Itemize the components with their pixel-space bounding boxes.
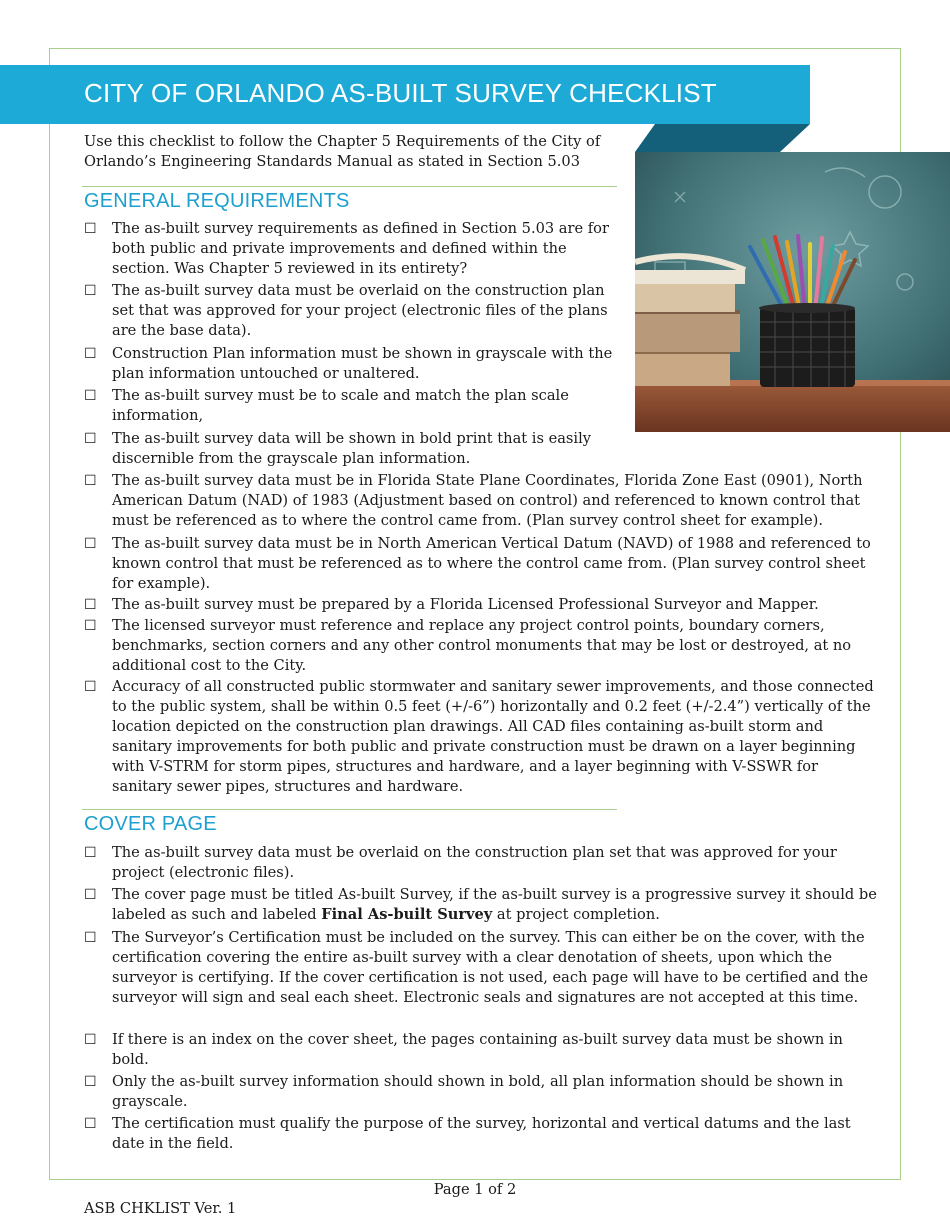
school-supplies-photo <box>635 152 950 432</box>
divider <box>82 809 617 810</box>
checklist-item: ☐ The licensed surveyor must reference and replace any project control points, boundary corners, benchmarks, section corners and any other control monuments that may be lost or destroyed, at no additional cost to the City. <box>84 617 852 674</box>
divider <box>82 186 617 187</box>
checklist-item: ☐ The as-built survey data must be overlaid on the construction plan set that was approved for your project (electronic files). <box>84 844 837 881</box>
checklist-item: ☐ The as-built survey must be to scale and match the plan scale information, <box>84 387 569 424</box>
checklist-item: ☐ The as-built survey data will be shown in bold print that is easily discernible from the grayscale plan information. <box>84 430 591 467</box>
checkbox[interactable]: ☐ <box>84 1032 97 1048</box>
checkbox[interactable]: ☐ <box>84 1074 97 1090</box>
checkbox[interactable]: ☐ <box>84 536 97 552</box>
checkbox[interactable]: ☐ <box>84 283 97 299</box>
checkbox[interactable]: ☐ <box>84 346 97 362</box>
checkbox[interactable]: ☐ <box>84 618 97 634</box>
page-title: CITY OF ORLANDO AS-BUILT SURVEY CHECKLIST <box>84 78 717 108</box>
checkbox[interactable]: ☐ <box>84 845 97 861</box>
checkbox[interactable]: ☐ <box>84 431 97 447</box>
checkbox[interactable]: ☐ <box>84 221 97 237</box>
version-label: ASB CHKLIST Ver. 1 <box>84 1200 237 1217</box>
checklist-item: ☐ Accuracy of all constructed public stormwater and sanitary sewer improvements, and those connected to the public system, shall be within 0.5 feet (+/-6”) horizontally and 0.2 feet (+/-2.4”) vertically of the location depicted on the construction plan drawings. All CAD files containing as-built storm and sanitary improvements for both public and private construction must be drawn on a layer beginning with V-STRM for storm pipes, structures and hardware, and a layer beginning with V-SSWR for sanitary sewer pipes, structures and hardware. <box>84 678 874 795</box>
checklist-item: ☐ Construction Plan information must be shown in grayscale with the plan information untouched or unaltered. <box>84 345 613 382</box>
general-requirements-heading: GENERAL REQUIREMENTS <box>84 190 350 212</box>
final-as-built-emphasis: Final As-built Survey <box>321 906 493 923</box>
checklist-item: ☐ The as-built survey data must be in Florida State Plane Coordinates, Florida Zone East (0901), North American Datum (NAD) of 1983 (Adjustment based on control) and referenced to known control that must be referenced as to where the control came from. (Plan survey control sheet for example). <box>84 472 863 529</box>
checklist-item: ☐ The as-built survey must be prepared by a Florida Licensed Professional Surveyor and Mapper. <box>84 596 819 613</box>
checkbox[interactable]: ☐ <box>84 388 97 404</box>
checklist-item: ☐ The certification must qualify the purpose of the survey, horizontal and vertical datums and the last date in the field. <box>84 1115 851 1152</box>
intro-text: Use this checklist to follow the Chapter 5 Requirements of the City of Orlando’s Engineering Standards Manual as stated in Section 5.03 <box>84 133 601 170</box>
cover-page-heading: COVER PAGE <box>84 813 217 835</box>
checklist-item: ☐ The as-built survey data must be overlaid on the construction plan set that was approved for your project (electronic files of the plans are the base data). <box>84 282 608 339</box>
checklist-item: ☐ The as-built survey data must be in North American Vertical Datum (NAVD) of 1988 and referenced to known control that must be referenced as to where the control came from. (Plan survey control sheet for example). <box>84 535 871 592</box>
checklist-item: ☐ The cover page must be titled As-built Survey, if the as-built survey is a progressive survey it should be labeled as such and labeled Final As-built Survey at project completion. <box>84 886 877 923</box>
checkbox[interactable]: ☐ <box>84 930 97 946</box>
checklist-item: ☐ Only the as-built survey information should shown in bold, all plan information should be shown in grayscale. <box>84 1073 844 1110</box>
banner-accent-tab <box>635 124 810 152</box>
checkbox[interactable]: ☐ <box>84 597 97 613</box>
checkbox[interactable]: ☐ <box>84 1116 97 1132</box>
checklist-item: ☐ If there is an index on the cover sheet, the pages containing as-built survey data must be shown in bold. <box>84 1031 843 1068</box>
checkbox[interactable]: ☐ <box>84 679 97 695</box>
page-number: Page 1 of 2 <box>433 1181 517 1198</box>
checkbox[interactable]: ☐ <box>84 473 97 489</box>
checkbox[interactable]: ☐ <box>84 887 97 903</box>
checklist-item: ☐ The as-built survey requirements as defined in Section 5.03 are for both public and private improvements and defined within the section. Was Chapter 5 reviewed in its entirety? <box>84 220 609 277</box>
checklist-item: ☐ The Surveyor’s Certification must be included on the survey. This can either be on the cover, with the certification covering the entire as-built survey with a clear denotation of sheets, upon which the surveyor is certifying. If the cover certification is not used, each page will have to be certified and the surveyor will sign and seal each sheet. Electronic seals and signatures are not accepted at this time. <box>84 929 869 1006</box>
